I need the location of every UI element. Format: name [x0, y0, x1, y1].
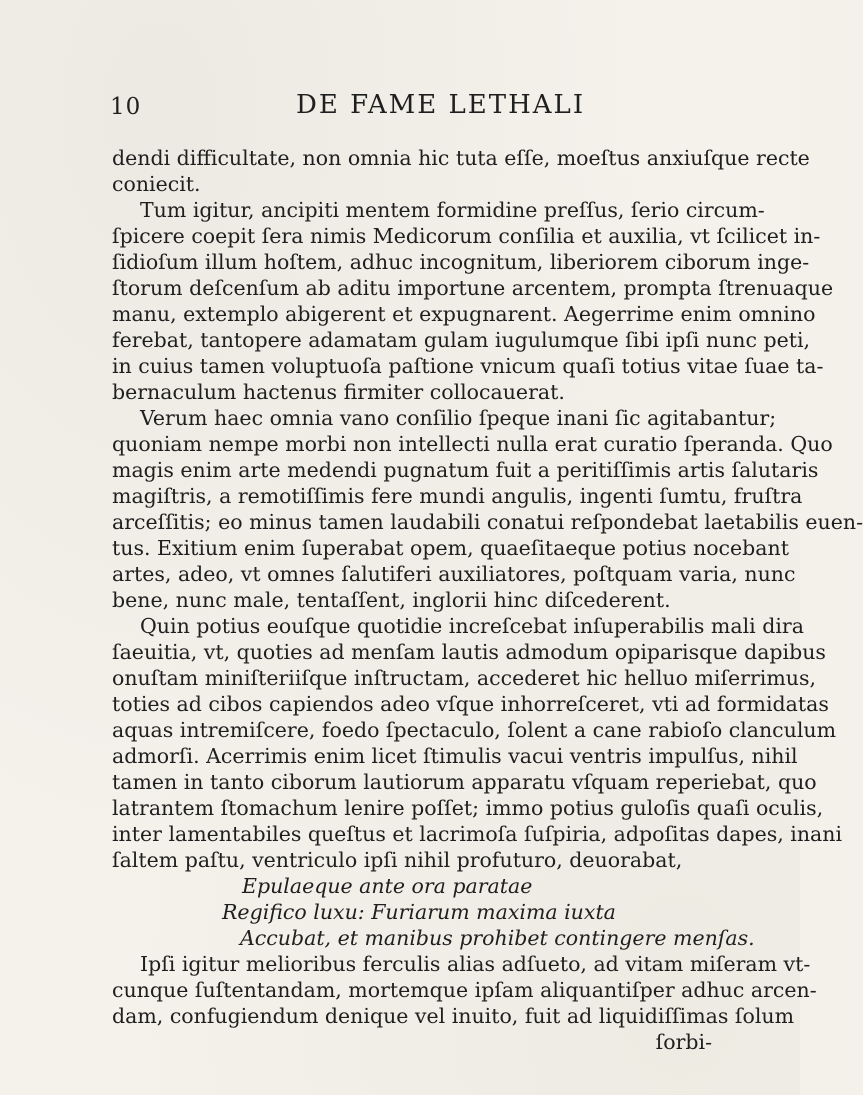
verse-line: Epulaeque ante ora paratae	[242, 874, 533, 898]
text-line: ſaeuitia, vt, quoties ad menſam lautis admodum opiparisque dapibus	[112, 640, 826, 664]
paragraph-start-line: Verum haec omnia vano conſilio ſpeque inani ſic agitabantur;	[140, 406, 777, 430]
body-text	[112, 145, 863, 1055]
running-head	[110, 90, 710, 124]
text-line: admorſi. Acerrimis enim licet ſtimulis vacui ventris impulſus, nihil	[112, 744, 798, 768]
text-line: inter lamentabiles queſtus et lacrimoſa ſuſpiria, adpoſitas dapes, inani	[112, 822, 843, 846]
text-line: dendi difficultate, non omnia hic tuta eſſe, moeſtus anxiuſque recte	[112, 146, 810, 170]
text-line: arceſſitis; eo minus tamen laudabili conatui reſpondebat laetabilis euen-	[112, 510, 863, 534]
text-line: dam, confugiendum denique vel inuito, fuit ad liquidiſſimas ſolum	[112, 1004, 795, 1028]
text-line: onuſtam miniſteriiſque inſtructam, accederet hic helluo miſerrimus,	[112, 666, 817, 690]
paragraph-start-line: Quin potius eouſque quotidie increſcebat inſuperabilis mali dira	[140, 614, 804, 638]
text-line: magiſtris, a remotiſſimis fere mundi angulis, ingenti ſumtu, fruſtra	[112, 484, 803, 508]
page-number: 10	[110, 94, 142, 120]
text-line: quoniam nempe morbi non intellecti nulla erat curatio ſperanda. Quo	[112, 432, 833, 456]
text-line: bernaculum hactenus firmiter collocauerat.	[112, 380, 565, 404]
running-title: DE FAME LETHALI	[296, 90, 586, 120]
text-line: tus. Exitium enim ſuperabat opem, quaeſitaeque potius nocebant	[112, 536, 789, 560]
catchword: ſorbi-	[655, 1030, 712, 1054]
text-line: ſpicere coepit ſera nimis Medicorum conſilia et auxilia, vt ſcilicet in-	[112, 224, 821, 248]
paragraph-start-line: Tum igitur, ancipiti mentem formidine preſſus, ſerio circum-	[140, 198, 765, 222]
text-line: artes, adeo, vt omnes ſalutiferi auxiliatores, poſtquam varia, nunc	[112, 562, 796, 586]
text-line: in cuius tamen voluptuoſa paſtione vnicum quaſi totius vitae ſuae ta-	[112, 354, 824, 378]
text-line: ferebat, tantopere adamatam gulam iugulumque ſibi ipſi nunc peti,	[112, 328, 811, 352]
paragraph-start-line: Ipſi igitur melioribus ferculis alias adſueto, ad vitam miſeram vt-	[140, 952, 811, 976]
verse-line: Regifico luxu: Furiarum maxima iuxta	[222, 900, 616, 924]
text-line: toties ad cibos capiendos adeo vſque inhorreſceret, vti ad formidatas	[112, 692, 829, 716]
text-line: aquas intremiſcere, foedo ſpectaculo, ſolent a cane rabioſo clanculum	[112, 718, 837, 742]
text-line: ſidioſum illum hoſtem, adhuc incognitum, liberiorem ciborum inge-	[112, 250, 810, 274]
text-line: coniecit.	[112, 172, 201, 196]
verse-line: Accubat, et manibus prohibet contingere menſas.	[240, 926, 755, 950]
text-line: ſaltem paſtu, ventriculo ipſi nihil profuturo, deuorabat,	[112, 848, 683, 872]
text-line: latrantem ſtomachum lenire poſſet; immo potius guloſis quaſi oculis,	[112, 796, 824, 820]
text-line: manu, extemplo abigerent et expugnarent. Aegerrime enim omnino	[112, 302, 816, 326]
text-line: bene, nunc male, tentaſſent, inglorii hinc diſcederent.	[112, 588, 671, 612]
text-line: tamen in tanto ciborum lautiorum apparatu vſquam reperiebat, quo	[112, 770, 817, 794]
text-line: cunque ſuſtentandam, mortemque ipſam aliquantiſper adhuc arcen-	[112, 978, 817, 1002]
text-line: magis enim arte medendi pugnatum fuit a peritiſſimis artis ſalutaris	[112, 458, 819, 482]
text-line: ſtorum deſcenſum ab aditu importune arcentem, prompta ſtrenuaque	[112, 276, 834, 300]
